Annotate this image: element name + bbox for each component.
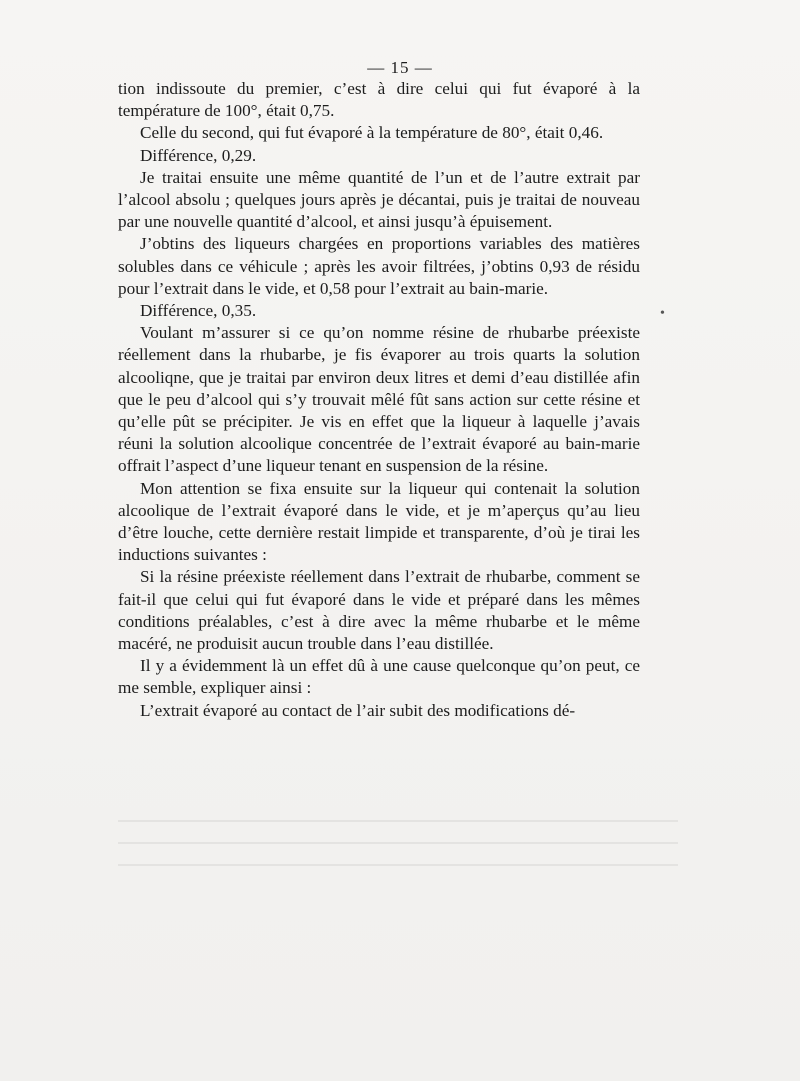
paragraph: tion indissoute du premier, c’est à dire celui qui fut évaporé à la température de 100°, était 0,75.: [118, 79, 640, 121]
paragraph: Différence, 0,35.: [140, 301, 257, 321]
margin-mark: •: [660, 306, 665, 321]
paragraph: Si la résine préexiste réellement dans l’extrait de rhubarbe, comment se fait-il que celui qui fut évaporé dans le vide et préparé dans les mêmes conditions préalables, c’est à dire avec la même rhubarbe et le même macéré, ne produisit aucun trouble dans l’eau distillée.: [118, 567, 640, 654]
page-number: — 15 —: [367, 58, 433, 77]
paragraph: Il y a évidemment là un effet dû à une cause quelconque qu’on peut, ce me semble, expliquer ainsi :: [118, 656, 640, 698]
body-text: [118, 78, 640, 722]
paragraph: J’obtins des liqueurs chargées en proportions variables des matières solubles dans ce véhicule ; après les avoir filtrées, j’obtins 0,93 de résidu pour l’extrait dans le vide, et 0,58 pour l’extrait au bain-marie.: [118, 234, 640, 298]
paragraph: L’extrait évaporé au contact de l’air subit des modifications dé-: [140, 700, 576, 720]
show-through-bleed: [118, 820, 678, 870]
paragraph: Différence, 0,29.: [140, 145, 257, 165]
paragraph: Celle du second, qui fut évaporé à la température de 80°, était 0,46.: [140, 123, 604, 143]
paragraph: Je traitai ensuite une même quantité de l’un et de l’autre extrait par l’alcool absolu ; quelques jours après je décantai, puis je traitai de nouveau par une nouvelle quantité d’alcool, et ainsi jusqu’à épuisement.: [118, 167, 640, 232]
paragraph: Voulant m’assurer si ce qu’on nomme résine de rhubarbe préexiste réellement dans la rhubarbe, je fis évaporer au trois quarts la solution alcooliqne, que je traitai par environ deux litres et demi d’eau distillée afin que le peu d’alcool qui s’y trouvait mêlé fût sans action sur cette résine et qu’elle pût se précipiter. Je vis en effet que la liqueur à laquelle j’avais réuni la solution alcoolique concentrée de l’extrait évaporé au bain-marie offrait l’aspect d’une liqueur tenant en suspension de la résine.: [118, 323, 640, 476]
paragraph: Mon attention se fixa ensuite sur la liqueur qui contenait la solution alcoolique de l’extrait évaporé dans le vide, et je m’aperçus qu’au lieu d’être louche, cette dernière restait limpide et transparente, d’où je tirai les inductions suivantes :: [118, 478, 640, 565]
